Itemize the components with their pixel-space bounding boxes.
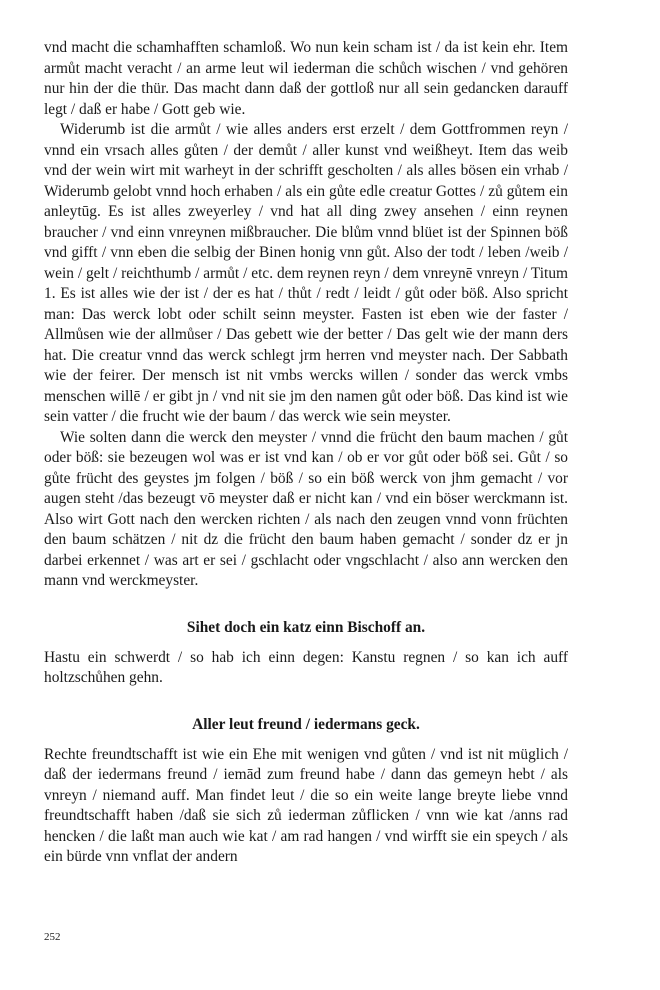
book-page	[44, 38, 568, 868]
paragraph: Wie solten dann die werck den meyster / vnnd die frücht den baum machen / gůt oder böß: sie bezeugen wol was er ist vnd kan / ob er vor gůt oder böß sei. Gůt / so gůte frücht des geystes jm folgen / böß / so ein böß werck von jhm gemacht / vor augen steht /das bezeugt vō meyster daß er nicht kan / vnd ein böser werckmann ist. Also wirt Gott nach den wercken richten / als nach den zeugen vnnd vonn früchten den baum schätzen / nit dz die frücht den baum haben gemacht / sonder dz er jn darbei erkennet / was art er sei / gschlacht oder vngschlacht / also ann wercken den mann vnd werckmeyster.	[44, 428, 568, 589]
paragraph: Rechte freundtschafft ist wie ein Ehe mit wenigen vnd gůten / vnd ist nit müglich / daß der iedermans freund / iemād zum freund habe / dann das gemeyn hebt / als vnreyn / niemand auff. Man findet leut / die so ein weite lange breyte liebe vnnd freundtschafft haben /daß sie sich zů iederman zůflicken / vnn wie kat /anns rad hencken / die laßt man auch wie kat / am rad hangen / vnd wirfft sie ein speych / als ein bürde vnn vnflat der andern	[44, 745, 568, 865]
paragraph: vnd macht die schamhafften schamloß. Wo nun kein scham ist / da ist kein ehr. Item armůt macht veracht / an arme leut wil iederman die schůch wischen / vnd gehören nur hin der die thür. Das macht dann daß der gottloß nur all sein gedancken darauff legt / daß er habe / Gott geb wie.	[44, 39, 568, 118]
paragraph: Widerumb ist die armůt / wie alles anders erst erzelt / dem Gottfrommen reyn / vnnd ein vrsach alles gůten / der demůt / aller kunst vnd weißheyt. Item das weib vnd der wein wirt mit warheyt in der schrifft gescholten / als alles bösen ein vrhab / Widerumb gelobt vnnd hoch erhaben / als ein gůte edle creatur Gottes / zů gůtem ein anleytūg. Es ist alles zweyerley / vnd hat all ding zwey ansehen / einn reynen braucher / vnd einn vnreynen mißbraucher. Die blům vnnd blüet ist der Spinnen böß vnd gifft / vnn eben die selbig der Binen honig vnn gůt. Also der todt / leben /weib / wein / gelt / reichthumb / armůt / etc. dem reynen reyn / dem vnreynē vnreyn / Titum 1. Es ist alles wie der ist / der es hat / thůt / redt / leidt / gůt oder böß. Also spricht man: Das werck lobt oder schilt seinn meyster. Fasten ist eben wie der faster / Allmůsen wie der allmůser / Das gebett wie der better / Das gelt wie der mann ders hat. Die creatur vnnd das werck schlegt jrm herren vnd meyster nach. Der Sabbath wie der feirer. Der mensch ist nit vmbs wercks willen / sonder das werck vmbs menschen willē / er gibt jn / vnd nit sie jm den namen gůt oder böß. Das kind ist wie sein vatter / die frucht wie der baum / das werck wie sein meyster.	[44, 121, 568, 425]
paragraph: Hastu ein schwerdt / so hab ich einn degen: Kanstu regnen / so kan ich auff holtzschůhen gehn.	[44, 648, 568, 686]
section-heading: Sihet doch ein katz einn Bischoff an.	[186, 618, 426, 636]
page-number: 252	[44, 931, 61, 943]
section-heading: Aller leut freund / iedermans geck.	[192, 715, 420, 733]
